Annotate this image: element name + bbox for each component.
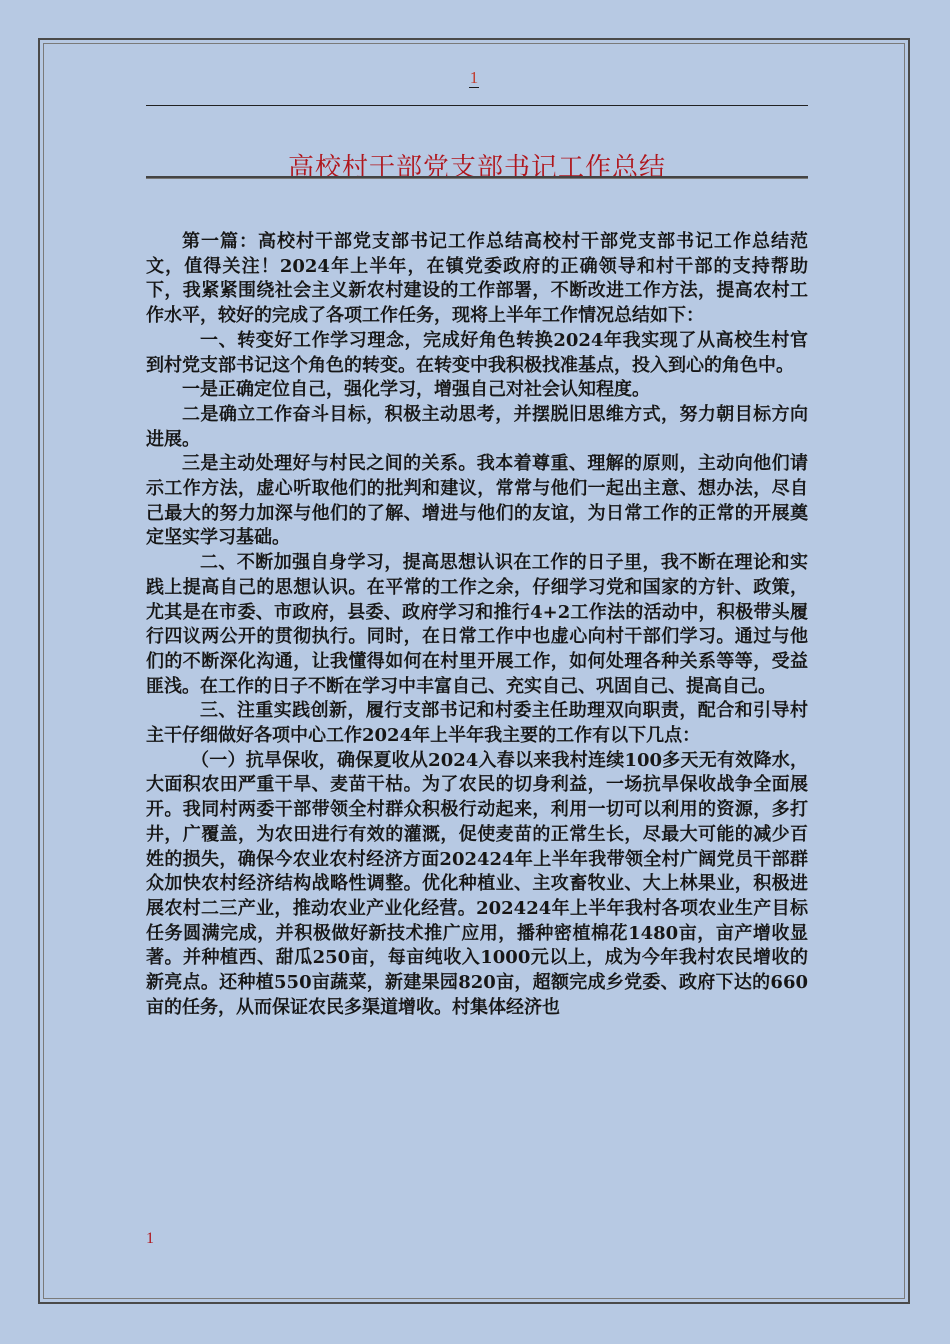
header-page-number — [40, 68, 908, 88]
paragraph-section-2: 二、不断加强自身学习，提高思想认识在工作的日子里，我不断在理论和实践上提高自己的思想认识。在平常的工作之余，仔细学习党和国家的方针、政策，尤其是在市委、市政府，县委、政府学习和推行4+2工作法的活动中，积极带头履行四议两公开的贯彻执行。同时，在日常工作中也虚心向村干部们学习。通过与他们的不断深化沟通，让我懂得如何在村里开展工作，如何处理各种关系等等，受益匪浅。在工作的日子不断在学习中丰富自己、充实自己、巩固自己、提高自己。 — [146, 552, 808, 697]
paragraph-subsection-1: （一）抗旱保收，确保夏收从2024入春以来我村连续100多天无有效降水，大面积农田严重干旱、麦苗干枯。为了农民的切身利益，一场抗旱保收战争全面展开。我同村两委干部带领全村群众积极行动起来，利用一切可以利用的资源，多打井，广覆盖，为农田进行有效的灌溉，促使麦苗的正常生长，尽最大可能的减少百姓的损失，确保今农业农村经济方面202424年上半年我带领全村广阔党员干部群众加快农村经济结构战略性调整。优化种植业、主攻畜牧业、大上林果业，积极进展农村二三产业，推动农业产业化经营。202424年上半年我村各项农业生产目标任务圆满完成，并积极做好新技术推广应用，播种密植棉花1480亩，亩产增收显著。并种植西、甜瓜250亩，每亩纯收入1000元以上，成为今年我村农民增收的新亮点。还种植550亩蔬菜，新建果园820亩，超额完成乡党委、政府下达的660亩的任务，从而保证农民多渠道增收。村集体经济也 — [146, 749, 808, 1018]
paragraph-section-3: 三、注重实践创新，履行支部书记和村委主任助理双向职责，配合和引导村主干仔细做好各项中心工作2024年上半年我主要的工作有以下几点： — [146, 700, 808, 747]
paragraph-point-1: 一是正确定位自己，强化学习，增强自己对社会认知程度。 — [182, 379, 650, 401]
document-title: 高校村干部党支部书记工作总结 — [287, 153, 666, 184]
document-body — [146, 230, 808, 1021]
paragraph-point-2: 二是确立工作奋斗目标，积极主动思考，并摆脱旧思维方式，努力朝目标方向进展。 — [146, 403, 808, 450]
document-page — [38, 38, 910, 1304]
paragraph-intro: 第一篇：高校村干部党支部书记工作总结高校村干部党支部书记工作总结范文，值得关注！2024年上半年，在镇党委政府的正确领导和村干部的支持帮助下，我紧紧围绕社会主义新农村建设的工作部署，不断改进工作方法，提高农村工作水平，较好的完成了各项工作任务，现将上半年工作情况总结如下： — [146, 231, 808, 327]
paragraph-section-1: 一、转变好工作学习理念，完成好角色转换2024年我实现了从高校生村官到村党支部书记这个角色的转变。在转变中我积极找准基点，投入到心的角色中。 — [146, 329, 808, 376]
footer-page-number: 1 — [146, 1230, 154, 1247]
header-page-number-text: 1 — [469, 68, 479, 87]
paragraph-point-3: 三是主动处理好与村民之间的关系。我本着尊重、理解的原则，主动向他们请示工作方法，虚心听取他们的批判和建议，常常与他们一起出主意、想办法，尽自己最大的努力加深与他们的了解、增进与他们的友谊，为日常工作的正常的开展奠定坚实学习基础。 — [146, 453, 808, 549]
header-divider — [146, 105, 808, 106]
title-divider — [146, 176, 808, 178]
